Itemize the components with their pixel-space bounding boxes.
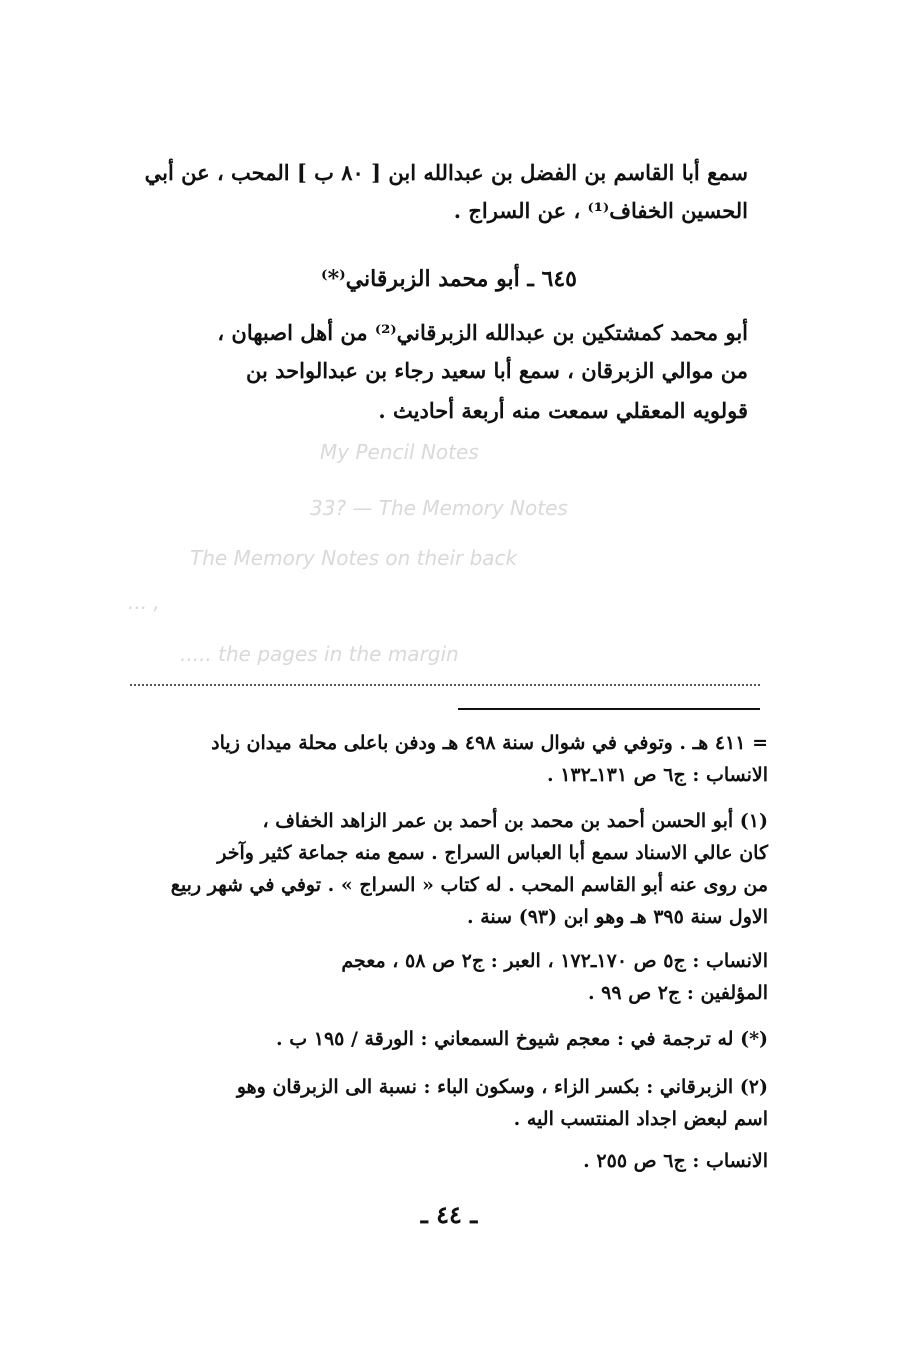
footnote-2-refs: الانساب : ج٦ ص ٢٥٥ . [583, 1150, 768, 1172]
bleed-through-note-3: The Memory Notes on their back [190, 546, 518, 570]
footnote-1-refs-line-2: المؤلفين : ج٢ ص ٩٩ . [587, 982, 768, 1004]
footnote-1-refs-line-1: الانساب : ج٥ ص ١٧٠ـ١٧٢ ، العبر : ج٢ ص ٥٨ ، معجم [341, 950, 768, 972]
body-line-2: الحسين الخفاف⁽¹⁾ ، عن السراج . [453, 198, 748, 223]
footnote-1-line-3: من روى عنه أبو القاسم المحب . له كتاب « السراج » . توفي في شهر ربيع [170, 874, 768, 896]
footnote-1-line-1: (١) أبو الحسن أحمد بن محمد بن أحمد بن عمر الزاهد الخفاف ، [262, 810, 768, 832]
entry-heading: ٦٤٥ ـ أبو محمد الزبرقاني⁽*⁾ [321, 266, 577, 292]
entry-line-2: من موالي الزبرقان ، سمع أبا سعيد رجاء بن عبدالواحد بن [245, 358, 748, 383]
footnote-rule [458, 708, 760, 710]
footnote-1-line-4: الاول سنة ٣٩٥ هـ وهو ابن (٩٣) سنة . [467, 906, 768, 928]
dotted-divider [130, 684, 760, 686]
footnote-continuation-line-2: الانساب : ج٦ ص ١٣١ـ١٣٢ . [546, 764, 768, 786]
entry-line-3: قولويه المعقلي سمعت منه أربعة أحاديث . [378, 398, 748, 423]
bleed-through-note-2: 33? — The Memory Notes [310, 496, 568, 520]
footnote-2-line-1: (٢) الزبرقاني : بكسر الزاء ، وسكون الباء : نسبة الى الزبرقان وهو [236, 1076, 768, 1098]
page-number: ـ ٤٤ ـ [420, 1200, 478, 1229]
bleed-through-note-4: ... , [128, 590, 160, 614]
bleed-through-note-5: ..... the pages in the margin [180, 642, 459, 666]
footnote-2-line-2: اسم لبعض اجداد المنتسب اليه . [513, 1108, 768, 1130]
footnote-1-line-2: كان عالي الاسناد سمع أبا العباس السراج . سمع منه جماعة كثير وآخر [217, 842, 768, 864]
footnote-star: (*) له ترجمة في : معجم شيوخ السمعاني : الورقة / ١٩٥ ب . [276, 1028, 768, 1050]
bleed-through-note-1: My Pencil Notes [320, 440, 479, 464]
body-line-1: سمع أبا القاسم بن الفضل بن عبدالله ابن [ ٨٠ ب ] المحب ، عن أبي [144, 160, 748, 185]
footnote-continuation-line-1: = ٤١١ هـ . وتوفي في شوال سنة ٤٩٨ هـ ودفن باعلى محلة ميدان زياد [211, 732, 768, 754]
entry-line-1: أبو محمد كمشتكين بن عبدالله الزبرقاني⁽²⁾ من أهل اصبهان ، [217, 320, 748, 345]
